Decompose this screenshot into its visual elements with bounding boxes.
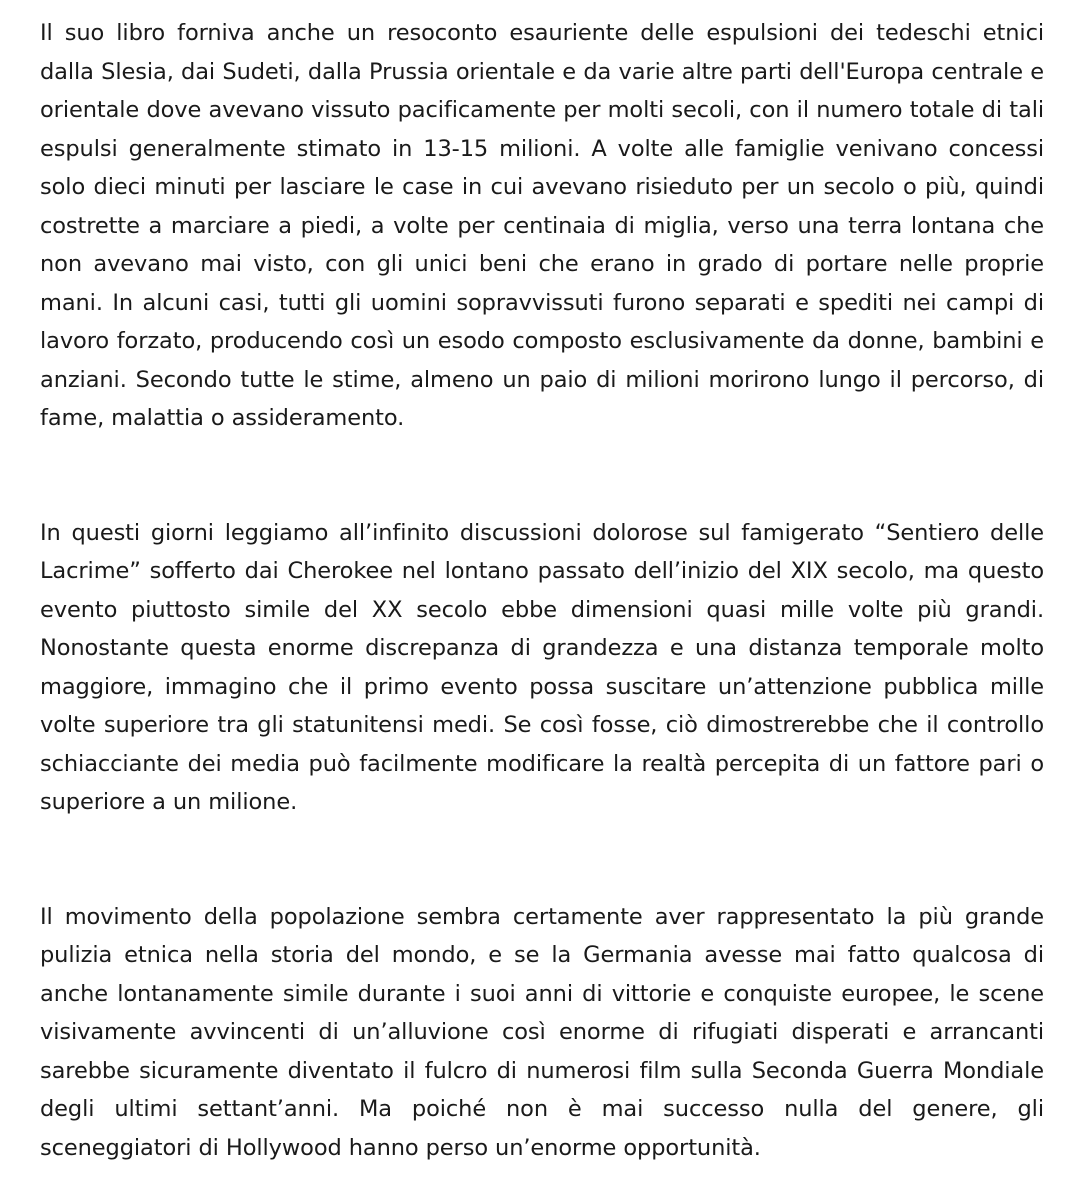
- document-body: [40, 14, 1044, 1167]
- paragraph-expulsions: Il suo libro forniva anche un resoconto esauriente delle espulsioni dei tedeschi etnici dalla Slesia, dai Sudeti, dalla Prussia orientale e da varie altre parti dell'Europa centrale e orientale dove avevano vissuto pacificamente per molti secoli, con il numero totale di tali espulsi generalmente stimato in 13-15 milioni. A volte alle famiglie venivano concessi solo dieci minuti per lasciare le case in cui avevano risieduto per un secolo o più, quindi costrette a marciare a piedi, a volte per centinaia di miglia, verso una terra lontana che non avevano mai visto, con gli unici beni che erano in grado di portare nelle proprie mani. In alcuni casi, tutti gli uomini sopravvissuti furono separati e spediti nei campi di lavoro forzato, producendo così un esodo composto esclusivamente da donne, bambini e anziani. Secondo tutte le stime, almeno un paio di milioni morirono lungo il percorso, di fame, malattia o assideramento.: [40, 20, 1044, 431]
- paragraph-ethnic-cleansing: Il movimento della popolazione sembra certamente aver rappresentato la più grande pulizia etnica nella storia del mondo, e se la Germania avesse mai fatto qualcosa di anche lontanamente simile durante i suoi anni di vittorie e conquiste europee, le scene visivamente avvincenti di un’alluvione così enorme di rifugiati disperati e arrancanti sarebbe sicuramente diventato il fulcro di numerosi film sulla Seconda Guerra Mondiale degli ultimi settant’anni. Ma poiché non è mai successo nulla del genere, gli sceneggiatori di Hollywood hanno perso un’enorme opportunità.: [40, 903, 1044, 1161]
- paragraph-trail-of-tears: In questi giorni leggiamo all’infinito discussioni dolorose sul famigerato “Sentiero delle Lacrime” sofferto dai Cherokee nel lontano passato dell’inizio del XIX secolo, ma questo evento piuttosto simile del XX secolo ebbe dimensioni quasi mille volte più grandi. Nonostante questa enorme discrepanza di grandezza e una distanza temporale molto maggiore, immagino che il primo evento possa suscitare un’attenzione pubblica mille volte superiore tra gli statunitensi medi. Se così fosse, ciò dimostrerebbe che il controllo schiacciante dei media può facilmente modificare la realtà percepita di un fattore pari o superiore a un milione.: [40, 519, 1044, 815]
